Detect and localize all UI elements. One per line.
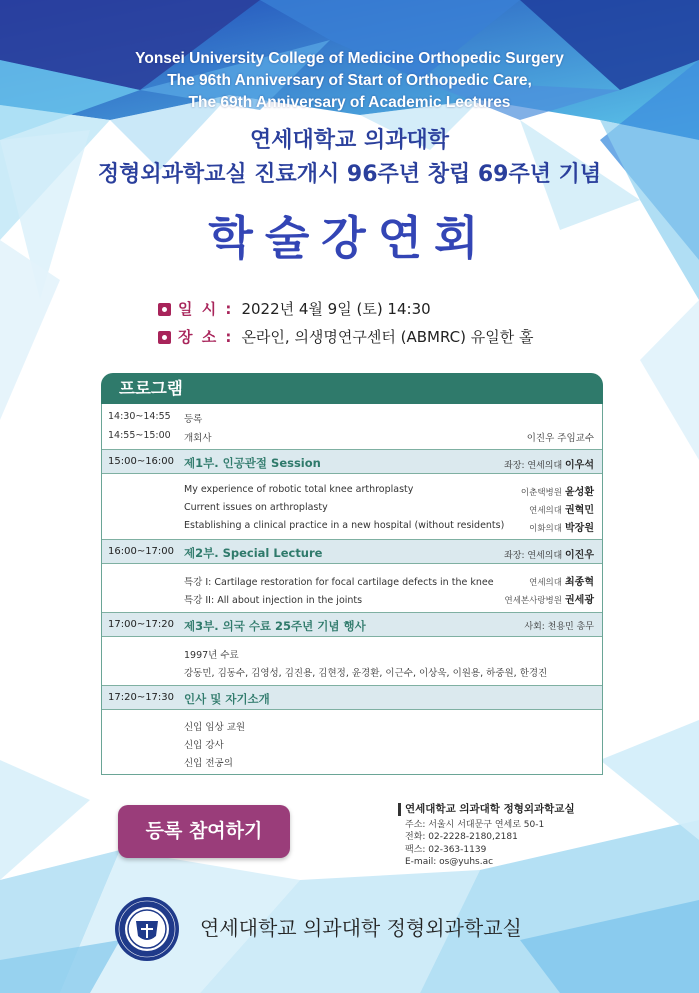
korean-subtitle-line: 정형외과학교실 진료개시 96주년 창립 69주년 기념 <box>97 162 602 187</box>
english-title-line: The 96th Anniversary of Start of Orthopedic Care, <box>167 72 532 89</box>
contact-info <box>398 803 575 869</box>
date-value: 2022년 4월 9일 (토) 14:30 <box>241 300 431 318</box>
korean-subtitle <box>0 124 699 192</box>
talk-title: My experience of robotic total knee arthroplasty <box>184 484 414 495</box>
session-title: 제3부. 의국 수료 25주년 기념 행사 <box>184 619 366 633</box>
bullet-icon <box>158 303 171 316</box>
program-section <box>101 373 603 775</box>
session-time: 15:00~16:00 <box>108 456 175 467</box>
session-header <box>102 685 602 710</box>
talk-title: 특강 I: Cartilage restoration for focal cartilage defects in the knee <box>184 577 494 588</box>
register-button[interactable]: 등록 참여하기 <box>118 805 290 858</box>
place-row <box>158 323 534 351</box>
agenda-item: 신입 강사 <box>184 740 224 751</box>
speaker: 이진우 주임교수 <box>526 433 594 444</box>
talk-speaker <box>529 501 594 516</box>
session-header <box>102 612 602 637</box>
talk-speaker <box>529 573 594 588</box>
footer-organization: 연세대학교 의과대학 정형외과학교실 <box>200 916 522 940</box>
talk-speaker <box>505 591 595 606</box>
korean-subtitle-line: 연세대학교 의과대학 <box>250 128 449 153</box>
university-seal-icon <box>114 896 180 962</box>
place-value: 온라인, 의생명연구센터 (ABMRC) 유일한 홀 <box>241 328 534 346</box>
session-title: 제1부. 인공관절 Session <box>184 456 321 470</box>
talk-title: Current issues on arthroplasty <box>184 502 328 513</box>
graduate-names: 강동민, 김동수, 김영성, 김진용, 김현정, 윤경환, 이근수, 이상욱, 이원용, 하중원, 한경진 <box>184 668 548 679</box>
english-title-line: The 69th Anniversary of Academic Lectures <box>188 94 511 111</box>
session-talks <box>102 564 602 612</box>
speaker-affiliation: 연세의대 <box>529 506 562 516</box>
date-row <box>158 295 534 323</box>
agenda-item: 개회사 <box>184 433 212 444</box>
speaker-affiliation: 연세의대 <box>529 578 562 588</box>
contact-address: 주소: 서울시 서대문구 연세로 50-1 <box>405 819 545 830</box>
talk-title: Establishing a clinical practice in a new hospital (without residents) <box>184 520 505 531</box>
session-time: 17:20~17:30 <box>108 692 175 703</box>
chair-label: 좌장: 연세의대 <box>504 461 563 471</box>
session-header <box>102 449 602 474</box>
english-title <box>0 48 699 114</box>
contact-fax: 팩스: 02-363-1139 <box>405 844 487 855</box>
graduation-year: 1997년 수료 <box>184 650 239 661</box>
program-title: 프로그램 <box>101 373 603 404</box>
place-label: 장 소 : <box>178 328 234 346</box>
program-table <box>101 404 603 775</box>
session-title: 인사 및 자기소개 <box>184 692 270 706</box>
session-title: 제2부. Special Lecture <box>184 546 323 560</box>
main-title: 학술강연회 <box>208 211 491 265</box>
agenda-item: 신입 임상 교원 <box>184 722 246 733</box>
contact-phone: 전화: 02-2228-2180,2181 <box>405 832 518 842</box>
agenda-item: 등록 <box>184 414 203 425</box>
speaker-affiliation: 이춘택병원 <box>520 488 562 498</box>
event-info <box>158 295 534 351</box>
session-chair <box>504 456 594 471</box>
speaker-name: 최종혁 <box>565 577 594 588</box>
talk-speaker <box>529 519 594 534</box>
contact-email[interactable]: E-mail: os@yuhs.ac <box>405 857 494 867</box>
chair-name: 이진우 <box>565 550 594 561</box>
time: 14:30~14:55 <box>108 411 171 422</box>
speaker-affiliation: 이화의대 <box>529 524 562 534</box>
session-talks <box>102 474 602 539</box>
speaker-name: 윤성환 <box>565 487 594 498</box>
speaker-name: 권세광 <box>565 595 594 606</box>
bullet-icon <box>158 331 171 344</box>
session-chair <box>504 546 594 561</box>
chair-label: 좌장: 연세의대 <box>504 551 563 561</box>
time: 14:55~15:00 <box>108 430 171 441</box>
session-details <box>102 637 602 685</box>
speaker-name: 권혁민 <box>565 505 594 516</box>
speaker-name: 박장원 <box>565 523 594 534</box>
english-title-line: Yonsei University College of Medicine Orthopedic Surgery <box>135 50 564 67</box>
chair-name: 이우석 <box>565 460 594 471</box>
session-time: 17:00~17:20 <box>108 619 175 630</box>
opening-block <box>102 404 602 449</box>
agenda-item: 신입 전공의 <box>184 758 233 769</box>
talk-speaker <box>521 483 594 498</box>
date-label: 일 시 : <box>178 300 234 318</box>
session-details <box>102 710 602 774</box>
speaker-affiliation: 연세본사랑병원 <box>504 596 562 606</box>
session-header <box>102 539 602 564</box>
talk-title: 특강 II: All about injection in the joints <box>184 595 363 606</box>
contact-title: 연세대학교 의과대학 정형외과학교실 <box>398 803 575 816</box>
session-time: 16:00~17:00 <box>108 546 175 557</box>
session-chair: 사회: 천용민 총무 <box>524 622 594 632</box>
